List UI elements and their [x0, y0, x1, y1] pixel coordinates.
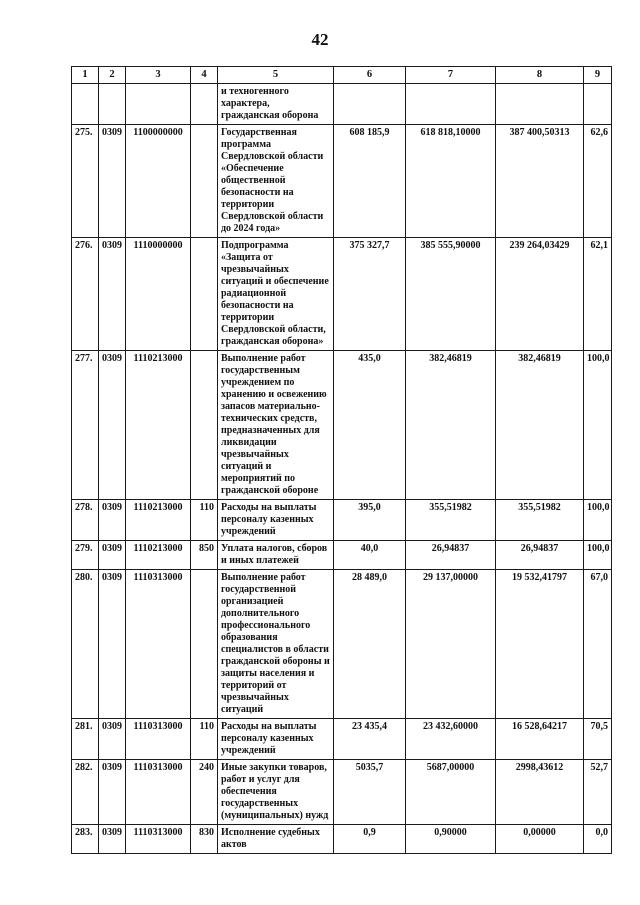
- table-row: [72, 760, 612, 825]
- value-col8: 387 400,50313: [496, 125, 584, 238]
- expense-type: 110: [191, 500, 218, 541]
- value-col6: 23 435,4: [334, 719, 406, 760]
- row-number: 282.: [72, 760, 99, 825]
- section-code: 0309: [99, 541, 126, 570]
- expense-type: 110: [191, 719, 218, 760]
- value-col7: 26,94837: [406, 541, 496, 570]
- item-name: Государственная программа Свердловской области «Обеспечение общественной безопасности на территории Свердловской области до 2024 года»: [218, 125, 334, 238]
- row-number: 280.: [72, 570, 99, 719]
- value-col8: [496, 84, 584, 125]
- value-col6: 0,9: [334, 825, 406, 854]
- percent: [584, 84, 612, 125]
- percent: 100,0: [584, 351, 612, 500]
- percent: 67,0: [584, 570, 612, 719]
- value-col6: 375 327,7: [334, 238, 406, 351]
- value-col6: 40,0: [334, 541, 406, 570]
- percent: 100,0: [584, 541, 612, 570]
- expense-type: [191, 125, 218, 238]
- item-name: Расходы на выплаты персоналу казенных учреждений: [218, 719, 334, 760]
- expense-type: [191, 351, 218, 500]
- target-code: 1110000000: [126, 238, 191, 351]
- table-row: [72, 570, 612, 719]
- percent: 70,5: [584, 719, 612, 760]
- row-number: 281.: [72, 719, 99, 760]
- table-row: [72, 541, 612, 570]
- expense-type: 850: [191, 541, 218, 570]
- page-number: 42: [311, 30, 329, 49]
- section-code: 0309: [99, 500, 126, 541]
- row-number: 278.: [72, 500, 99, 541]
- section-code: 0309: [99, 719, 126, 760]
- row-number: 276.: [72, 238, 99, 351]
- value-col7: 385 555,90000: [406, 238, 496, 351]
- value-col8: 382,46819: [496, 351, 584, 500]
- percent: 62,6: [584, 125, 612, 238]
- value-col6: 5035,7: [334, 760, 406, 825]
- value-col6: 435,0: [334, 351, 406, 500]
- item-name: Исполнение судебных актов: [218, 825, 334, 854]
- percent: 52,7: [584, 760, 612, 825]
- table-row: [72, 500, 612, 541]
- value-col8: 0,00000: [496, 825, 584, 854]
- value-col8: 355,51982: [496, 500, 584, 541]
- row-number: 279.: [72, 541, 99, 570]
- item-name: Уплата налогов, сборов и иных платежей: [218, 541, 334, 570]
- column-header: 7: [406, 67, 496, 84]
- expense-type: [191, 84, 218, 125]
- section-code: 0309: [99, 760, 126, 825]
- row-number: 277.: [72, 351, 99, 500]
- table-row: [72, 125, 612, 238]
- value-col8: 2998,43612: [496, 760, 584, 825]
- item-name: Выполнение работ государственным учреждением по хранению и освежению запасов материально-технических средств, предназначенных для ликвидации чрезвычайных ситуаций и мероприятий по гражданской обороне: [218, 351, 334, 500]
- column-header: 9: [584, 67, 612, 84]
- value-col7: 23 432,60000: [406, 719, 496, 760]
- section-code: 0309: [99, 570, 126, 719]
- section-code: 0309: [99, 351, 126, 500]
- target-code: 1110213000: [126, 541, 191, 570]
- column-header: 4: [191, 67, 218, 84]
- expense-type: 240: [191, 760, 218, 825]
- value-col7: 29 137,00000: [406, 570, 496, 719]
- value-col7: 382,46819: [406, 351, 496, 500]
- table-row: [72, 719, 612, 760]
- value-col6: 608 185,9: [334, 125, 406, 238]
- item-name: Подпрограмма «Защита от чрезвычайных ситуаций и обеспечение радиационной безопасности на территории Свердловской области, гражданская оборона»: [218, 238, 334, 351]
- table-row: [72, 351, 612, 500]
- expense-type: 830: [191, 825, 218, 854]
- budget-table: [71, 66, 612, 854]
- target-code: 1110313000: [126, 570, 191, 719]
- value-col7: 5687,00000: [406, 760, 496, 825]
- target-code: 1100000000: [126, 125, 191, 238]
- target-code: 1110313000: [126, 760, 191, 825]
- table-row: [72, 84, 612, 125]
- section-code: 0309: [99, 238, 126, 351]
- target-code: 1110213000: [126, 351, 191, 500]
- row-number: 275.: [72, 125, 99, 238]
- expense-type: [191, 238, 218, 351]
- value-col6: 395,0: [334, 500, 406, 541]
- value-col7: [406, 84, 496, 125]
- item-name: Расходы на выплаты персоналу казенных учреждений: [218, 500, 334, 541]
- column-header: 1: [72, 67, 99, 84]
- item-name: и техногенного характера, гражданская оборона: [218, 84, 334, 125]
- value-col6: [334, 84, 406, 125]
- table-row: [72, 825, 612, 854]
- table-row: [72, 238, 612, 351]
- percent: 0,0: [584, 825, 612, 854]
- percent: 62,1: [584, 238, 612, 351]
- value-col7: 0,90000: [406, 825, 496, 854]
- value-col7: 355,51982: [406, 500, 496, 541]
- section-code: [99, 84, 126, 125]
- row-number: [72, 84, 99, 125]
- value-col7: 618 818,10000: [406, 125, 496, 238]
- value-col8: 16 528,64217: [496, 719, 584, 760]
- target-code: 1110313000: [126, 825, 191, 854]
- column-header: 8: [496, 67, 584, 84]
- column-header: 6: [334, 67, 406, 84]
- target-code: 1110313000: [126, 719, 191, 760]
- section-code: 0309: [99, 825, 126, 854]
- item-name: Иные закупки товаров, работ и услуг для обеспечения государственных (муниципальных) нужд: [218, 760, 334, 825]
- section-code: 0309: [99, 125, 126, 238]
- header-row: [72, 67, 612, 84]
- target-code: [126, 84, 191, 125]
- value-col8: 19 532,41797: [496, 570, 584, 719]
- row-number: 283.: [72, 825, 99, 854]
- column-header: 3: [126, 67, 191, 84]
- column-header: 5: [218, 67, 334, 84]
- value-col8: 26,94837: [496, 541, 584, 570]
- target-code: 1110213000: [126, 500, 191, 541]
- value-col6: 28 489,0: [334, 570, 406, 719]
- column-header: 2: [99, 67, 126, 84]
- value-col8: 239 264,03429: [496, 238, 584, 351]
- percent: 100,0: [584, 500, 612, 541]
- expense-type: [191, 570, 218, 719]
- item-name: Выполнение работ государственной организацией дополнительного профессионального образования специалистов в области гражданской обороны и защиты населения и территорий от чрезвычайных ситуаций: [218, 570, 334, 719]
